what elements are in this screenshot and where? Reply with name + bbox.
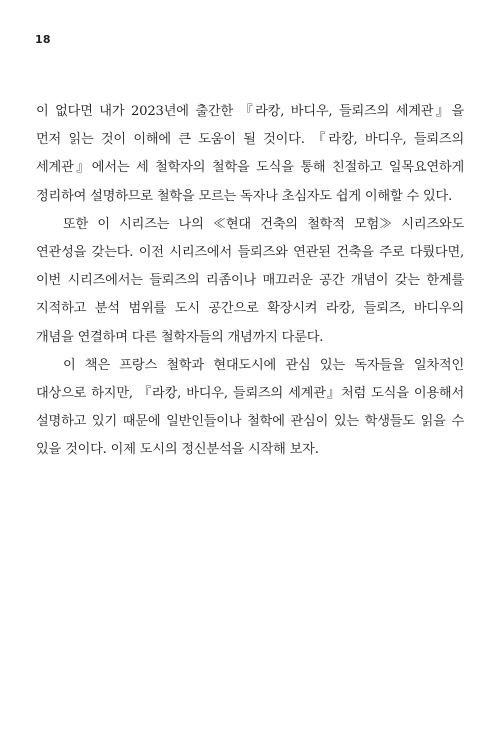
page-number: 18 [35,33,51,46]
paragraph-series-relation: 또한 이 시리즈는 나의 ≪현대 건축의 철학적 모험≫ 시리즈와도 연관성을 갖는다. 이전 시리즈에서 들뢰즈와 연관된 건축을 주로 다뤘다면, 이번 시리즈에서는 들뢰즈의 리좀이나 매끄러운 공간 개념이 갖는 한계를 지적하고 분석 범위를 도시 공간으로 확장시켜 라캉, 들뢰즈, 바디우의 개념을 연결하며 다른 철학자들의 개념까지 다룬다. [36,216,464,345]
body-text [36,98,464,465]
paragraph-audience: 이 책은 프랑스 철학과 현대도시에 관심 있는 독자들을 일차적인 대상으로 하지만, 『라캉, 바디우, 들뢰즈의 세계관』처럼 도식을 이용해서 설명하고 있기 때문에 일반인들이나 철학에 관심이 있는 학생들도 읽을 수 있을 것이다. 이제 도시의 정신분석을 시작해 보자. [36,357,464,458]
paragraph-continued: 이 없다면 내가 2023년에 출간한 『라캉, 바디우, 들뢰즈의 세계관』을 먼저 읽는 것이 이해에 큰 도움이 될 것이다. 『라캉, 바디우, 들뢰즈의 세계관』에서는 세 철학자의 철학을 도식을 통해 친절하고 일목요연하게 정리하여 설명하므로 철학을 모르는 독자나 초심자도 쉽게 이해할 수 있다. [36,104,464,204]
